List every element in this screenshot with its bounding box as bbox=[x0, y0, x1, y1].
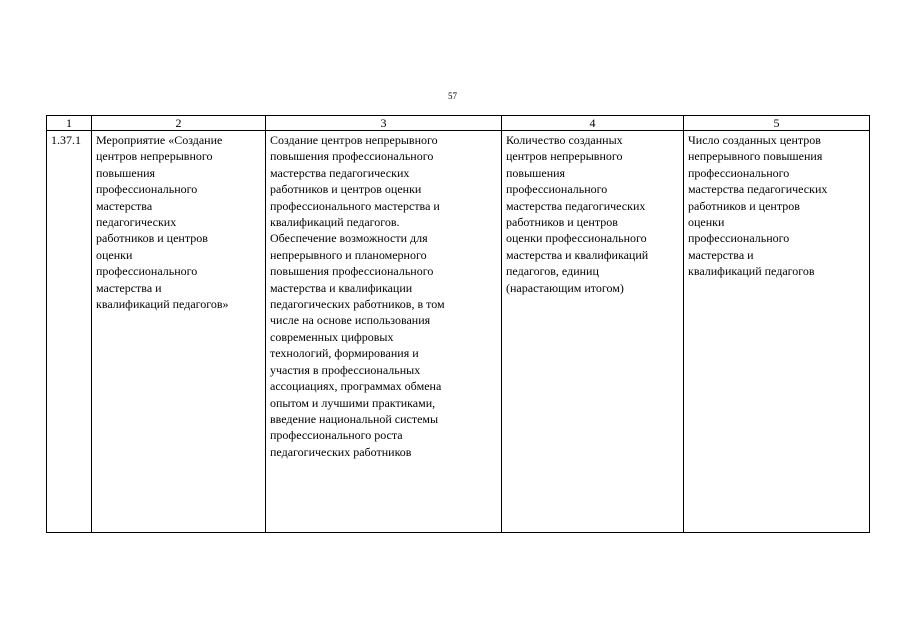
row-number-cell bbox=[47, 131, 92, 533]
document-table bbox=[46, 115, 870, 533]
result-text: Число созданных центров непрерывного повышения профессионального мастерства педагогических работников и центров оценки профессионального мастерства и квалификаций педагогов bbox=[688, 133, 828, 279]
result-cell bbox=[684, 131, 870, 533]
row-number: 1.37.1 bbox=[51, 133, 81, 147]
indicator-text: Количество созданных центров непрерывного повышения профессионального мастерства педагогических работников и центров оценки профессионального мастерства и квалификаций педагогов, единиц (нарастающим итогом) bbox=[506, 133, 649, 295]
description-text: Создание центров непрерывного повышения профессионального мастерства педагогических работников и центров оценки профессионального мастерства и квалификаций педагогов. Обеспечение возможности для непрерывного и планомерного повышения профессионального мастерства и квалификации педагогических работников, в том числе на основе использования современных цифровых технологий, формирования и участия в профессиональных ассоциациях, программах обмена опытом и лучшими практиками, введение национальной системы профессионального роста педагогических работников bbox=[270, 133, 445, 459]
indicator-cell bbox=[502, 131, 684, 533]
column-header-1: 1 bbox=[47, 116, 92, 131]
table-row bbox=[47, 131, 870, 533]
column-header-5: 5 bbox=[684, 116, 870, 131]
page-number: 57 bbox=[448, 91, 457, 101]
description-cell bbox=[266, 131, 502, 533]
column-header-4: 4 bbox=[502, 116, 684, 131]
event-text: Мероприятие «Создание центров непрерывного повышения профессионального мастерства педагогических работников и центров оценки профессионального мастерства и квалификаций педагогов» bbox=[96, 133, 229, 312]
event-cell bbox=[92, 131, 266, 533]
column-header-3: 3 bbox=[266, 116, 502, 131]
table-header bbox=[47, 116, 870, 131]
header-row bbox=[47, 116, 870, 131]
column-header-2: 2 bbox=[92, 116, 266, 131]
